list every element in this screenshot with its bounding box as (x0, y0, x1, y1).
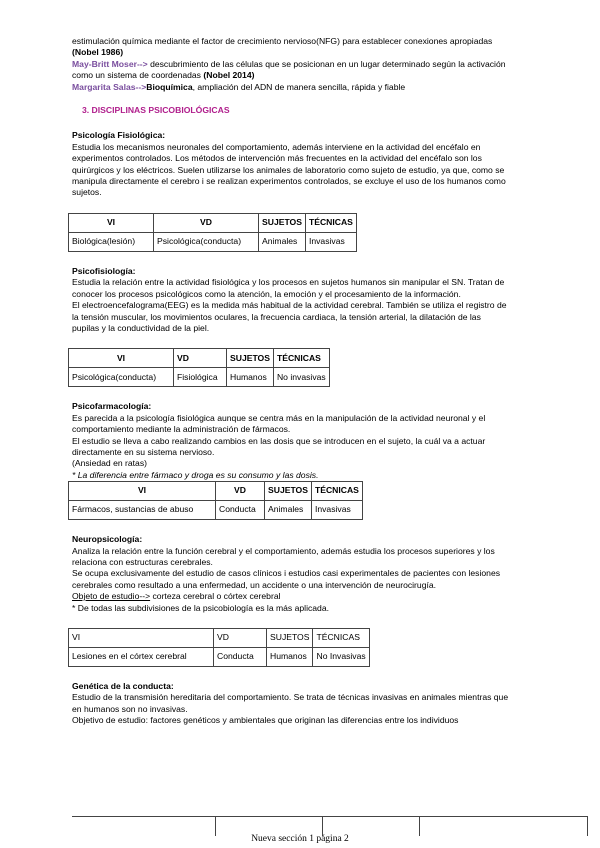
cell-vd: Psicológica(conducta) (154, 232, 259, 251)
genetica-line: Estudio de la transmisión hereditaria del comportamiento. Se trata de técnicas invasivas en animales mientras que (72, 692, 509, 703)
cell-vi: Biológica(lesión) (69, 232, 154, 251)
table-header-row (69, 482, 363, 501)
table-row (69, 648, 370, 667)
cell-vd: Conducta (216, 501, 265, 520)
genetica-line: en humanos son no invasivas. (72, 703, 188, 714)
salas-bold: Bioquímica (146, 81, 193, 92)
psicofarmacologia-line: comportamiento mediante la administración de fármacos. (72, 424, 291, 435)
cell-sujetos: Animales (265, 501, 312, 520)
cell-sujetos: Humanos (227, 368, 274, 387)
moser-line (72, 59, 592, 70)
document-page (72, 36, 592, 727)
table-header-row (69, 349, 330, 368)
neuropsicologia-objeto (72, 591, 592, 602)
neuropsicologia-line: cerebrales como resultado a una enfermedad, un accidente o una intervención de neurocirugía. (72, 579, 437, 590)
psicofisiologia-table (68, 348, 330, 387)
fisiologica-line: experimentos controlados. Los métodos de intervención más frecuentes en la actividad del encéfalo son los (72, 153, 482, 164)
neuropsicologia-note: * De todas las subdivisiones de la psicobiología es la más aplicada. (72, 602, 330, 613)
genetica-heading: Genética de la conducta: (72, 681, 174, 691)
header-tecnicas: TÉCNICAS (305, 213, 356, 232)
psicofarmacologia-table (68, 481, 363, 520)
cell-tecnicas: No invasivas (273, 368, 329, 387)
psicofarmacologia-line: (Ansiedad en ratas) (72, 458, 147, 469)
fisiologica-line: Estudia los mecanismos neuronales del comportamiento, además interviene en la actividad del encéfalo en (72, 141, 481, 152)
header-vd: VD (154, 213, 259, 232)
moser-name: May-Britt Moser--> (72, 58, 148, 69)
cell-vd: Conducta (214, 648, 267, 667)
fisiologica-table (68, 213, 357, 252)
salas-text: , ampliación del ADN de manera sencilla, rápida y fiable (192, 81, 406, 92)
table-header-row (69, 213, 357, 232)
psicofisiologia-heading: Psicofisiología: (72, 265, 136, 276)
cell-sujetos: Humanos (267, 648, 313, 667)
cell-vi: Fármacos, sustancias de abuso (69, 501, 216, 520)
objeto-text: corteza cerebral o córtex cerebral (150, 591, 281, 602)
intro-nobel-1986: (Nobel 1986) (72, 47, 124, 58)
table-row (69, 501, 363, 520)
page-footer: Nueva sección 1 página 2 (251, 834, 349, 844)
header-tecnicas: TÉCNICAS (313, 629, 369, 648)
header-sujetos: SUJETOS (267, 629, 313, 648)
psicofisiologia-line: El electroencefalograma(EEG) es la medida más habitual de la actividad cerebral. También se utiliza el registro de (72, 300, 507, 311)
header-vd: VD (174, 349, 227, 368)
salas-name: Margarita Salas--> (72, 81, 147, 92)
psicofarmacologia-line: Es parecida a la psicología fisiológica aunque se centra más en la manipulación de la actividad neuronal y el (72, 412, 486, 423)
fisiologica-line: sujetos. (72, 187, 102, 198)
genetica-table-partial (72, 816, 588, 836)
psicofarmacologia-line: directamente en su sistema nervioso. (72, 446, 215, 457)
intro-line (72, 36, 592, 47)
cell-tecnicas: No Invasivas (313, 648, 369, 667)
cell-vd: Fisiológica (174, 368, 227, 387)
neuropsicologia-table (68, 628, 370, 667)
fisiologica-line: quirúrgicos y los eléctricos. Suelen utilizarse los animales de laboratorio como sujeto de estudio, ya que, como se (72, 164, 505, 175)
cut-off-table (72, 816, 592, 836)
header-vi: VI (69, 213, 154, 232)
moser-nobel: (Nobel 2014) (203, 70, 255, 81)
cell-tecnicas: Invasivas (305, 232, 356, 251)
psicofarmacologia-line: El estudio se lleva a cabo realizando cambios en las dosis que se introducen en el sujeto, la cuál va a actuar (72, 435, 486, 446)
objeto-label: Objeto de estudio--> (72, 591, 151, 602)
fisiologica-heading: Psicología Fisiológica: (72, 130, 166, 141)
cell-vi: Lesiones en el córtex cerebral (69, 648, 214, 667)
cell-vi: Psicológica(conducta) (69, 368, 174, 387)
intro-text: estimulación química mediante el factor de crecimiento nervioso(NFG) para establecer conexiones apropiadas (72, 36, 493, 46)
header-tecnicas: TÉCNICAS (311, 482, 362, 501)
header-sujetos: SUJETOS (259, 213, 306, 232)
header-sujetos: SUJETOS (265, 482, 312, 501)
header-vi: VI (69, 629, 214, 648)
header-vi: VI (69, 482, 216, 501)
neuropsicologia-line: Se ocupa exclusivamente del estudio de casos clínicos i estudios casi experimentales de pacientes con lesiones (72, 568, 501, 579)
psicofarmacologia-heading: Psicofarmacología: (72, 401, 152, 412)
header-vd: VD (216, 482, 265, 501)
header-vi: VI (69, 349, 174, 368)
fisiologica-line: manipula directamente el cerebro i se realizan experimentos controlados, se excluye el uso de los humanos como (72, 176, 506, 187)
table-header-row (69, 629, 370, 648)
header-tecnicas: TÉCNICAS (273, 349, 329, 368)
salas-line (72, 82, 592, 93)
header-sujetos: SUJETOS (227, 349, 274, 368)
psicofarmacologia-note: * La diferencia entre fármaco y droga es su consumo y las dosis. (72, 469, 319, 480)
neuropsicologia-heading: Neuropsicología: (72, 534, 143, 545)
header-vd: VD (214, 629, 267, 648)
table-row (69, 232, 357, 251)
moser-text-2: como un sistema de coordenadas (72, 70, 204, 81)
neuropsicologia-line: Analiza la relación entre la función cerebral y el comportamiento, además estudia los procesos superiores y los (72, 545, 495, 556)
psicofisiologia-line: Estudia la relación entre la actividad fisiológica y los procesos en sujetos humanos sin manipular el SN. Tratan de (72, 277, 505, 288)
neuropsicologia-line: relaciona con estructuras cerebrales. (72, 556, 213, 567)
moser-line-2 (72, 70, 592, 81)
genetica-line: Objetivo de estudio: factores genéticos y ambientales que originan las diferencias entre los individuos (72, 715, 459, 726)
table-row (69, 368, 330, 387)
moser-text: descubrimiento de las células que se posicionan en un lugar determinado según la activación (147, 58, 506, 69)
psicofisiologia-line: conocer los procesos psicológicos como la atención, la emoción y el procesamiento de la información. (72, 288, 461, 299)
section-title: 3. DISCIPLINAS PSICOBIOLÓGICAS (82, 105, 230, 116)
psicofisiologia-line: la tensión muscular, los movimientos oculares, la frecuencia cardiaca, la tensión arterial, la dilatación de las (72, 311, 481, 322)
psicofisiologia-line: pupilas y la conductividad de la piel. (72, 322, 210, 333)
cell-sujetos: Animales (259, 232, 306, 251)
cell-tecnicas: Invasivas (311, 501, 362, 520)
